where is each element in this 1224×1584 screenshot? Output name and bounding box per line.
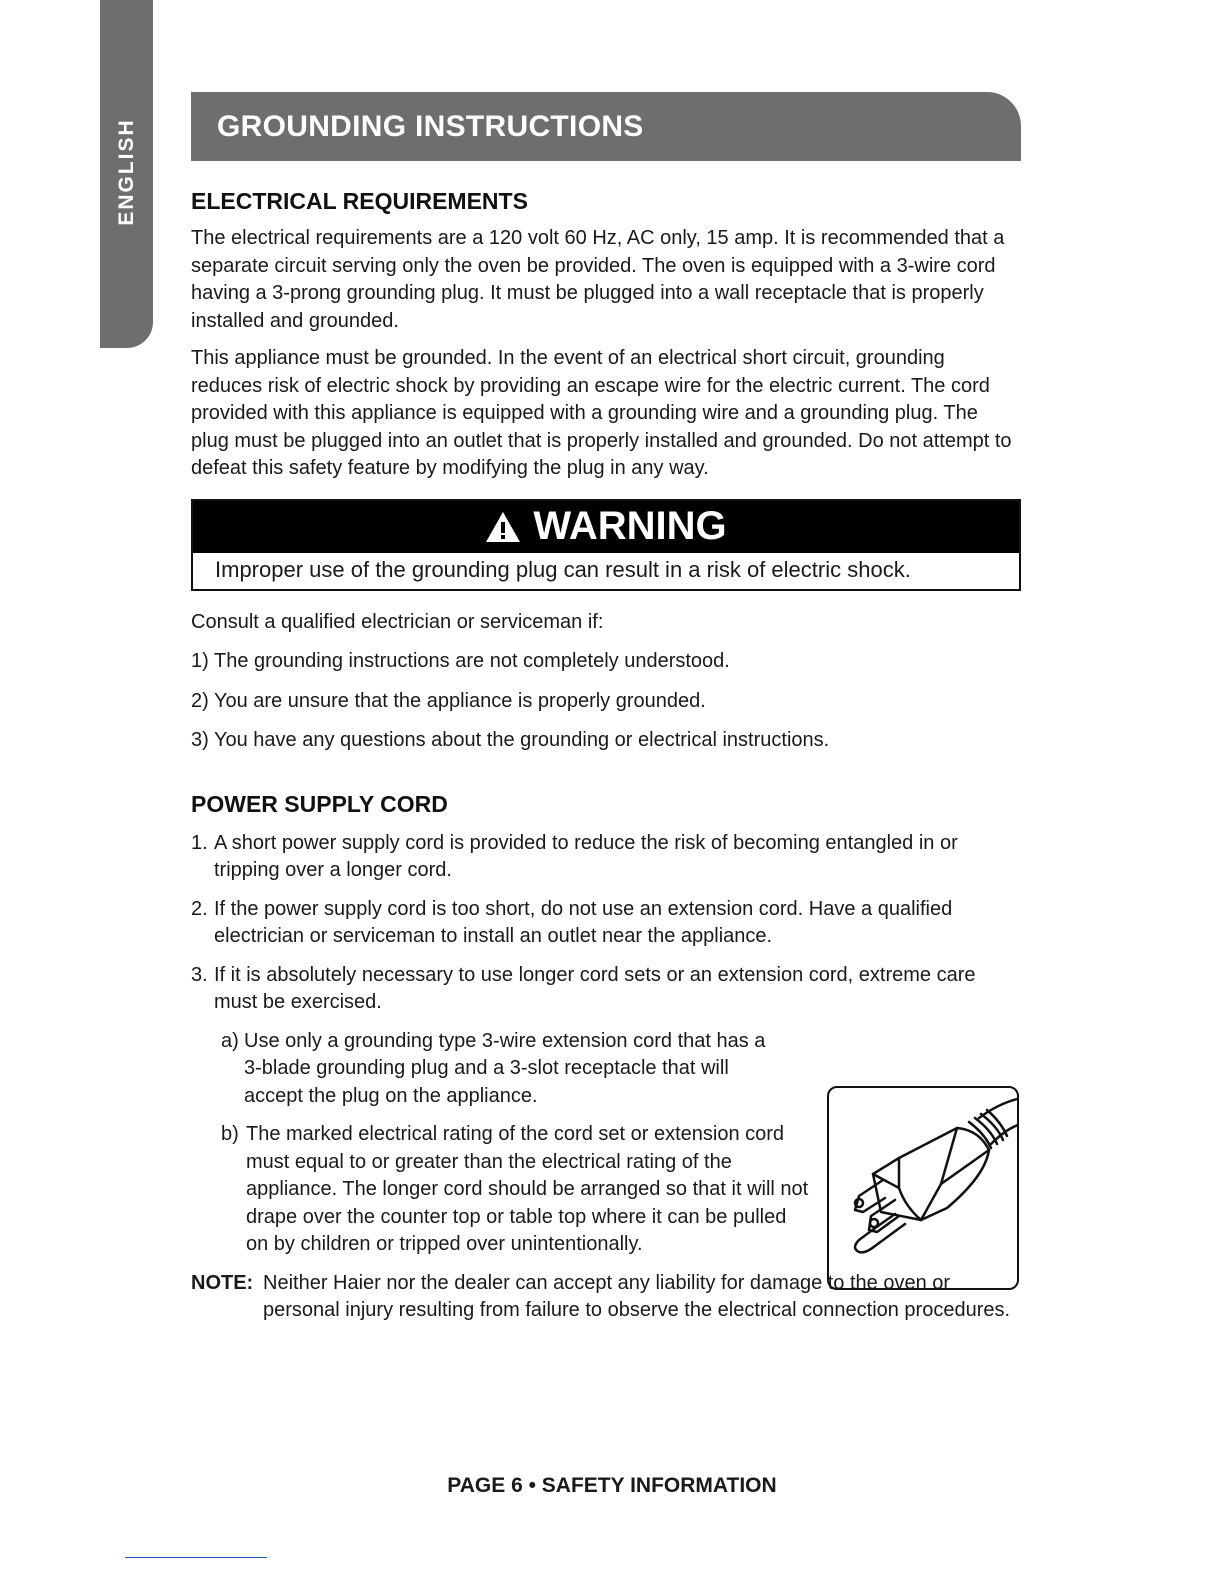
item-text: If the power supply cord is too short, do not use an extension cord. Have a qualified electrician or serviceman to install an outlet near the appliance. [214,897,953,947]
consult-item: 3) You have any questions about the grounding or electrical instructions. [191,729,830,751]
power-cord-heading: POWER SUPPLY CORD [191,790,448,817]
item-number: a) [221,1029,239,1052]
divider [125,1557,267,1558]
language-tab [100,0,153,348]
item-number: 3. [191,963,208,986]
language-tab-label: ENGLISH [114,118,138,226]
item-text: A short power supply cord is provided to reduce the risk of becoming entangled in or tripping over a longer cord. [214,831,958,881]
consult-item: 2) You are unsure that the appliance is properly grounded. [191,689,706,712]
power-cord-item [191,896,1021,951]
warning-title: WARNING [533,504,727,548]
power-cord-item [191,830,1021,885]
electrical-heading: ELECTRICAL REQUIREMENTS [191,188,528,214]
power-cord-sub-item [221,1028,781,1111]
section-banner [191,92,1021,161]
warning-box [191,499,1021,591]
item-number: b) [221,1123,239,1145]
electrical-paragraph-1: The electrical requirements are a 120 volt 60 Hz, AC only, 15 amp. It is recommended that a separate circuit serving only the oven be provided. The oven is equipped with a 3-wire cord having a 3-prong grounding plug. It must be plugged into a wall receptacle that is properly installed and grounded. [191,227,1005,332]
main-content [191,188,1021,1325]
power-cord-item [191,962,1021,1017]
note-label: NOTE: [191,1271,254,1294]
electrical-paragraph-2: This appliance must be grounded. In the event of an electrical short circuit, grounding reduces risk of electric shock by providing an escape wire for the electric current. The cord provided with this appliance is equipped with a grounding wire and a grounding plug. The plug must be plugged into an outlet that is properly installed and grounded. Do not attempt to defeat this safety feature by modifying the plug in any way. [191,347,1012,479]
page-title: GROUNDING INSTRUCTIONS [217,110,644,143]
warning-header [193,501,1019,553]
warning-text: Improper use of the grounding plug can result in a risk of electric shock. [215,556,911,582]
plug-figure [827,1086,1019,1290]
item-number: 1. [191,831,208,854]
page-footer: PAGE 6 • SAFETY INFORMATION [447,1474,777,1497]
power-cord-sub-item [221,1121,811,1259]
note-text: Neither Haier nor the dealer can accept any liability for damage to the oven or personal injury resulting from failure to observe the electrical connection procedures. [263,1271,1011,1321]
item-text: If it is absolutely necessary to use longer cord sets or an extension cord, extreme care must be exercised. [214,963,976,1013]
item-text: Use only a grounding type 3-wire extension cord that has a 3-blade grounding plug and a 3-slot receptacle that will accept the plug on the appliance. [244,1029,766,1107]
warning-triangle-icon [485,511,521,543]
consult-intro: Consult a qualified electrician or serviceman if: [191,610,604,633]
item-number: 2. [191,897,208,920]
item-text: The marked electrical rating of the cord set or extension cord must equal to or greater than the electrical rating of the appliance. The longer cord should be arranged so that it will not drape over the counter top or table top where it can be pulled on by children or tripped over unintentionally. [246,1123,809,1255]
consult-item: 1) The grounding instructions are not completely understood. [191,650,730,672]
grounding-plug-icon [829,1088,1017,1288]
